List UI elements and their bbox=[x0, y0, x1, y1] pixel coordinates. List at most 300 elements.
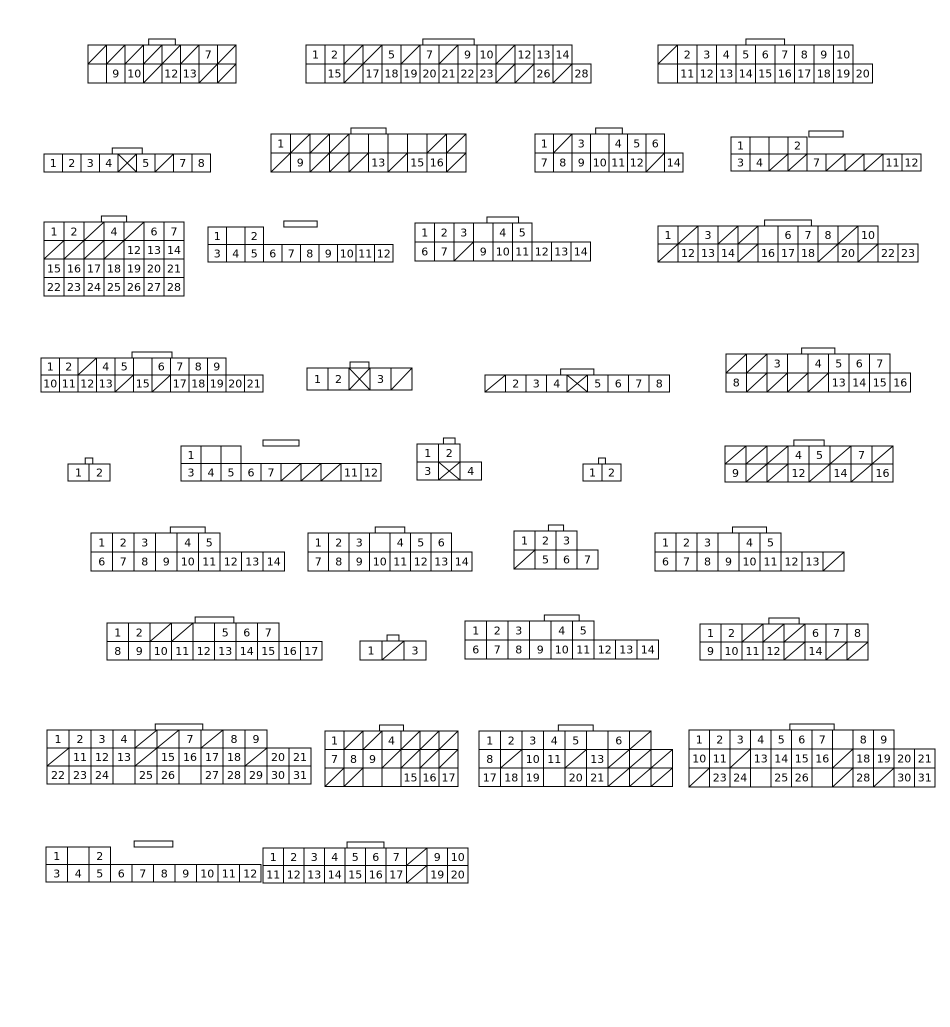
pin-number: 6 bbox=[761, 48, 769, 62]
pin-number: 15 bbox=[135, 377, 150, 391]
pin-cell bbox=[193, 623, 215, 642]
pin-number: 6 bbox=[472, 643, 480, 657]
connector-lock-tab bbox=[732, 527, 766, 533]
pin-number: 7 bbox=[635, 377, 643, 391]
pin-number: 21 bbox=[917, 752, 932, 766]
pin-number: 8 bbox=[559, 156, 567, 170]
pin-number: 13 bbox=[307, 868, 322, 882]
pin-cell bbox=[68, 847, 90, 865]
connector-lock-tab bbox=[423, 39, 474, 45]
pin-cell bbox=[833, 730, 854, 749]
pin-cell bbox=[179, 766, 201, 784]
pin-number: 20 bbox=[897, 752, 912, 766]
pin-number: 4 bbox=[814, 357, 822, 371]
pin-number: 5 bbox=[221, 626, 229, 640]
pin-number: 5 bbox=[518, 226, 526, 240]
pin-number: 18 bbox=[107, 262, 121, 276]
pin-number: 10 bbox=[742, 555, 757, 569]
pin-number: 5 bbox=[227, 466, 235, 480]
pin-number: 8 bbox=[854, 627, 861, 640]
pin-number: 3 bbox=[704, 536, 711, 550]
pin-number: 4 bbox=[550, 734, 558, 748]
connector-lock-tab bbox=[347, 842, 384, 848]
pin-number: 10 bbox=[525, 752, 540, 766]
pin-number: 2 bbox=[507, 734, 515, 748]
pin-number: 12 bbox=[95, 751, 109, 764]
pin-number: 16 bbox=[429, 156, 444, 170]
pin-number: 8 bbox=[655, 377, 663, 391]
pin-number: 14 bbox=[167, 243, 181, 257]
pin-number: 17 bbox=[797, 67, 812, 81]
pin-number: 11 bbox=[611, 156, 626, 170]
pin-number: 10 bbox=[372, 555, 387, 569]
pin-cell bbox=[370, 533, 391, 552]
pin-number: 6 bbox=[269, 247, 277, 261]
pin-number: 4 bbox=[184, 536, 192, 550]
pin-number: 6 bbox=[421, 245, 429, 259]
pin-cell bbox=[750, 137, 769, 154]
pin-number: 25 bbox=[107, 280, 121, 294]
connector-lock-tab bbox=[375, 527, 405, 533]
pin-number: 7 bbox=[264, 626, 272, 640]
pin-number: 7 bbox=[119, 555, 127, 569]
pin-number: 2 bbox=[440, 226, 448, 240]
pin-number: 17 bbox=[304, 644, 319, 658]
connector-r7-2 bbox=[360, 635, 426, 660]
pin-number: 7 bbox=[267, 466, 275, 480]
pin-number: 9 bbox=[162, 555, 170, 569]
pin-number: 7 bbox=[440, 245, 448, 259]
pin-number: 24 bbox=[87, 280, 101, 294]
pin-number: 13 bbox=[182, 67, 197, 81]
pin-number: 4 bbox=[746, 536, 753, 550]
connector-r3-2 bbox=[208, 221, 393, 262]
pin-number: 4 bbox=[757, 733, 765, 747]
pin-number: 9 bbox=[135, 644, 143, 658]
pin-number: 19 bbox=[430, 868, 445, 882]
pin-cell bbox=[349, 134, 369, 153]
pin-number: 26 bbox=[536, 67, 551, 81]
pin-cell bbox=[587, 731, 609, 750]
pin-number: 16 bbox=[368, 868, 383, 882]
pin-number: 9 bbox=[182, 867, 190, 881]
pin-number: 8 bbox=[704, 555, 711, 569]
pin-number: 5 bbox=[351, 850, 359, 864]
pin-number: 7 bbox=[833, 627, 840, 640]
pin-number: 26 bbox=[794, 771, 809, 785]
pin-number: 12 bbox=[784, 555, 799, 569]
pin-number: 4 bbox=[795, 449, 802, 462]
connector-lock-tab bbox=[544, 615, 579, 621]
connector-lock-tab bbox=[443, 438, 455, 444]
pin-number: 9 bbox=[577, 156, 585, 170]
pin-number: 10 bbox=[180, 555, 195, 569]
pin-number: 3 bbox=[704, 229, 712, 242]
pin-number: 13 bbox=[701, 247, 715, 260]
pin-number: 14 bbox=[666, 156, 681, 170]
pin-number: 19 bbox=[403, 67, 418, 81]
pin-number: 7 bbox=[781, 48, 789, 62]
connector-r6-4 bbox=[655, 527, 844, 571]
connector-lock-tab bbox=[769, 618, 799, 624]
connector-lock-tab bbox=[548, 525, 563, 531]
pin-cell bbox=[88, 64, 107, 83]
pin-number: 8 bbox=[824, 229, 832, 242]
pin-number: 1 bbox=[50, 225, 58, 239]
pin-number: 9 bbox=[479, 245, 487, 259]
pin-number: 13 bbox=[218, 644, 233, 658]
pin-number: 13 bbox=[371, 156, 386, 170]
pin-number: 10 bbox=[836, 48, 851, 62]
pin-number: 1 bbox=[662, 536, 669, 550]
pin-number: 14 bbox=[239, 644, 254, 658]
pin-cell bbox=[769, 137, 788, 154]
connector-r4-1 bbox=[41, 352, 263, 392]
pin-number: 19 bbox=[525, 771, 540, 785]
pin-number: 22 bbox=[51, 769, 65, 782]
pin-number: 3 bbox=[773, 357, 781, 371]
pin-number: 8 bbox=[486, 752, 494, 766]
pin-number: 4 bbox=[756, 156, 763, 170]
pin-number: 14 bbox=[573, 245, 588, 259]
pin-number: 11 bbox=[266, 868, 281, 882]
pin-number: 18 bbox=[227, 751, 241, 764]
pin-number: 13 bbox=[147, 243, 161, 257]
pin-number: 4 bbox=[120, 733, 128, 746]
pin-number: 5 bbox=[142, 157, 150, 170]
pin-number: 10 bbox=[339, 247, 354, 261]
pin-number: 22 bbox=[881, 247, 895, 260]
pin-number: 23 bbox=[479, 67, 494, 81]
pin-number: 13 bbox=[536, 48, 551, 62]
pin-number: 16 bbox=[422, 771, 437, 785]
pin-number: 10 bbox=[450, 850, 465, 864]
pin-number: 1 bbox=[75, 466, 82, 480]
pin-number: 12 bbox=[80, 377, 95, 391]
connector-r5-2 bbox=[181, 440, 381, 481]
pin-number: 7 bbox=[804, 229, 812, 242]
pin-number: 12 bbox=[243, 867, 258, 881]
pin-number: 3 bbox=[411, 644, 419, 658]
connector-lock-tab bbox=[195, 617, 234, 623]
pin-number: 12 bbox=[534, 245, 549, 259]
pin-cell bbox=[227, 227, 246, 245]
pin-number: 22 bbox=[460, 67, 475, 81]
pin-number: 18 bbox=[191, 377, 206, 391]
pin-number: 21 bbox=[441, 67, 456, 81]
pin-number: 7 bbox=[683, 555, 690, 569]
pin-number: 16 bbox=[893, 376, 908, 390]
pin-number: 13 bbox=[753, 752, 768, 766]
pin-cell bbox=[544, 768, 566, 787]
connector-r2-3 bbox=[535, 128, 683, 172]
pin-number: 5 bbox=[594, 377, 602, 391]
pin-number: 12 bbox=[904, 156, 919, 170]
pin-number: 3 bbox=[53, 867, 61, 881]
pin-cell bbox=[369, 134, 389, 153]
pin-number: 1 bbox=[53, 849, 61, 863]
pin-number: 31 bbox=[917, 771, 932, 785]
pin-number: 10 bbox=[724, 645, 739, 658]
pin-number: 15 bbox=[872, 376, 887, 390]
pin-number: 19 bbox=[127, 262, 141, 276]
pin-number: 3 bbox=[460, 226, 468, 240]
pin-number: 9 bbox=[725, 555, 732, 569]
connector-lock-tab bbox=[351, 128, 386, 134]
pin-number: 1 bbox=[589, 466, 596, 480]
connector-lock-tab bbox=[765, 220, 812, 226]
pin-number: 3 bbox=[577, 137, 585, 151]
pin-number: 4 bbox=[232, 247, 240, 261]
pin-number: 7 bbox=[392, 850, 400, 864]
pin-number: 12 bbox=[286, 868, 301, 882]
pin-number: 18 bbox=[856, 752, 871, 766]
pin-number: 20 bbox=[841, 247, 855, 260]
pin-number: 4 bbox=[102, 360, 110, 374]
pin-number: 21 bbox=[590, 771, 605, 785]
pin-number: 31 bbox=[293, 769, 307, 782]
pin-number: 21 bbox=[167, 262, 181, 276]
pin-number: 11 bbox=[763, 555, 778, 569]
pin-number: 14 bbox=[774, 752, 789, 766]
pin-number: 4 bbox=[105, 157, 113, 170]
connector-lock-tab bbox=[809, 131, 843, 137]
pin-number: 16 bbox=[875, 467, 890, 480]
pin-number: 12 bbox=[681, 247, 695, 260]
pin-number: 19 bbox=[876, 752, 891, 766]
pin-number: 8 bbox=[230, 733, 238, 746]
pin-number: 13 bbox=[554, 245, 569, 259]
connector-lock-tab bbox=[112, 148, 142, 154]
pin-number: 8 bbox=[350, 752, 357, 766]
pin-cell bbox=[758, 226, 778, 244]
pin-number: 11 bbox=[576, 643, 591, 657]
connector-r5-4 bbox=[583, 458, 621, 481]
pin-number: 5 bbox=[767, 536, 774, 550]
pin-number: 6 bbox=[855, 357, 863, 371]
pin-cell bbox=[591, 134, 610, 153]
connector-lock-tab bbox=[284, 221, 317, 227]
pin-number: 4 bbox=[558, 624, 566, 638]
pin-number: 16 bbox=[67, 262, 81, 276]
pin-number: 11 bbox=[547, 752, 562, 766]
pin-number: 20 bbox=[422, 67, 437, 81]
pin-number: 1 bbox=[695, 733, 703, 747]
connector-r6-3 bbox=[514, 525, 598, 569]
pin-number: 17 bbox=[87, 262, 101, 276]
pin-number: 2 bbox=[512, 377, 520, 391]
connector-r8-4 bbox=[689, 724, 935, 787]
pin-number: 25 bbox=[139, 769, 153, 782]
pin-number: 16 bbox=[282, 644, 297, 658]
connector-r3-1 bbox=[44, 216, 184, 296]
pin-number: 4 bbox=[110, 225, 118, 239]
pin-cell bbox=[812, 768, 833, 787]
pin-number: 2 bbox=[76, 733, 84, 746]
pin-number: 8 bbox=[859, 733, 867, 747]
pin-number: 2 bbox=[542, 534, 549, 548]
pin-number: 16 bbox=[777, 67, 792, 81]
pin-number: 11 bbox=[393, 555, 408, 569]
connector-r9-2 bbox=[263, 842, 468, 883]
pin-number: 10 bbox=[495, 245, 510, 259]
pin-number: 9 bbox=[433, 850, 441, 864]
pin-number: 21 bbox=[246, 377, 261, 391]
pin-number: 19 bbox=[209, 377, 224, 391]
pin-number: 4 bbox=[614, 137, 622, 151]
pin-number: 6 bbox=[662, 555, 669, 569]
connector-r2-4 bbox=[731, 131, 921, 171]
pin-number: 8 bbox=[335, 555, 343, 569]
pin-number: 2 bbox=[96, 466, 103, 480]
pin-number: 20 bbox=[271, 751, 285, 764]
pin-number: 11 bbox=[344, 466, 358, 480]
pin-number: 1 bbox=[46, 360, 54, 374]
pin-number: 19 bbox=[836, 67, 851, 81]
connector-lock-tab bbox=[558, 725, 593, 731]
pin-number: 24 bbox=[733, 771, 748, 785]
pin-number: 9 bbox=[296, 156, 304, 170]
pin-number: 16 bbox=[761, 247, 775, 260]
pin-number: 10 bbox=[153, 644, 168, 658]
pin-number: 17 bbox=[441, 771, 456, 785]
pin-number: 5 bbox=[96, 867, 104, 881]
connector-r1-3 bbox=[658, 39, 873, 83]
pin-number: 6 bbox=[651, 137, 659, 151]
connector-r6-1 bbox=[91, 527, 285, 571]
connector-r1-2 bbox=[306, 39, 591, 83]
pin-number: 7 bbox=[584, 553, 591, 567]
pin-number: 5 bbox=[542, 553, 549, 567]
pin-number: 5 bbox=[120, 360, 128, 374]
pin-number: 12 bbox=[766, 645, 781, 658]
pin-number: 12 bbox=[413, 555, 428, 569]
pin-number: 12 bbox=[196, 644, 211, 658]
pin-number: 18 bbox=[816, 67, 831, 81]
pin-number: 10 bbox=[43, 377, 58, 391]
pin-number: 6 bbox=[117, 867, 125, 881]
pin-number: 15 bbox=[403, 771, 418, 785]
pin-number: 1 bbox=[367, 644, 375, 658]
pin-number: 12 bbox=[699, 67, 714, 81]
pin-number: 29 bbox=[249, 769, 263, 782]
pin-number: 14 bbox=[852, 376, 867, 390]
pin-number: 3 bbox=[310, 850, 318, 864]
pin-number: 12 bbox=[223, 555, 238, 569]
pin-number: 15 bbox=[261, 644, 276, 658]
pin-number: 14 bbox=[555, 48, 570, 62]
pin-number: 13 bbox=[619, 643, 634, 657]
pin-number: 15 bbox=[758, 67, 773, 81]
pin-number: 6 bbox=[798, 733, 806, 747]
connector-r4-2 bbox=[307, 362, 412, 390]
pin-number: 11 bbox=[745, 645, 760, 658]
pin-number: 14 bbox=[327, 868, 342, 882]
pin-number: 9 bbox=[536, 643, 544, 657]
connector-lock-tab bbox=[794, 440, 824, 446]
pin-number: 6 bbox=[247, 466, 255, 480]
pin-number: 15 bbox=[161, 751, 175, 764]
pin-number: 2 bbox=[119, 536, 127, 550]
pin-number: 17 bbox=[365, 67, 380, 81]
pin-number: 13 bbox=[245, 555, 260, 569]
pin-number: 4 bbox=[467, 465, 475, 478]
pin-number: 14 bbox=[454, 555, 469, 569]
pin-number: 11 bbox=[358, 247, 373, 261]
pin-number: 23 bbox=[712, 771, 727, 785]
connector-lock-tab bbox=[802, 348, 835, 354]
pin-number: 1 bbox=[312, 48, 319, 62]
pin-number: 2 bbox=[68, 157, 76, 170]
connector-lock-tab bbox=[350, 362, 369, 368]
connector-r8-3 bbox=[479, 725, 673, 787]
pin-cell bbox=[658, 64, 678, 83]
pin-number: 2 bbox=[716, 733, 724, 747]
pin-number: 26 bbox=[127, 280, 141, 294]
connector-lock-tab bbox=[387, 635, 399, 641]
pin-number: 7 bbox=[818, 733, 826, 747]
pin-cell bbox=[306, 64, 325, 83]
pin-number: 20 bbox=[228, 377, 243, 391]
pin-number: 6 bbox=[563, 553, 570, 567]
pin-number: 17 bbox=[482, 771, 497, 785]
pin-number: 7 bbox=[139, 867, 147, 881]
pin-number: 6 bbox=[614, 377, 622, 391]
pin-number: 17 bbox=[205, 751, 219, 764]
pin-number: 7 bbox=[179, 157, 187, 170]
pin-number: 23 bbox=[67, 280, 81, 294]
pin-number: 1 bbox=[187, 448, 195, 462]
pin-number: 9 bbox=[355, 555, 363, 569]
pin-cell bbox=[156, 533, 178, 552]
pin-number: 2 bbox=[250, 229, 258, 243]
pin-cell bbox=[382, 768, 401, 787]
pin-number: 23 bbox=[901, 247, 915, 260]
pin-number: 15 bbox=[348, 868, 363, 882]
connector-r5-1 bbox=[68, 458, 110, 481]
pin-number: 13 bbox=[805, 555, 820, 569]
pin-number: 30 bbox=[271, 769, 285, 782]
pin-number: 1 bbox=[472, 624, 480, 638]
pin-number: 5 bbox=[835, 357, 843, 371]
pin-number: 2 bbox=[331, 48, 338, 62]
pin-number: 12 bbox=[364, 466, 378, 480]
connector-lock-tab bbox=[790, 724, 834, 730]
pin-number: 13 bbox=[98, 377, 113, 391]
pin-number: 18 bbox=[384, 67, 399, 81]
pin-number: 17 bbox=[781, 247, 795, 260]
pin-number: 6 bbox=[812, 627, 819, 640]
connector-lock-tab bbox=[487, 217, 519, 223]
pin-number: 10 bbox=[127, 67, 142, 81]
pin-number: 2 bbox=[70, 225, 78, 239]
connector-lock-tab bbox=[155, 724, 203, 730]
pin-number: 11 bbox=[73, 751, 87, 764]
pin-number: 9 bbox=[464, 48, 471, 62]
pin-number: 4 bbox=[722, 48, 730, 62]
pin-cell bbox=[201, 446, 221, 464]
pin-number: 7 bbox=[204, 48, 212, 62]
pin-cell bbox=[530, 621, 552, 640]
connector-r4-4 bbox=[726, 348, 911, 392]
pin-number: 11 bbox=[202, 555, 217, 569]
pin-number: 2 bbox=[135, 626, 143, 640]
pin-number: 11 bbox=[885, 156, 900, 170]
pin-number: 11 bbox=[221, 867, 236, 881]
pin-number: 7 bbox=[331, 752, 338, 766]
pin-number: 3 bbox=[377, 373, 384, 386]
pin-number: 4 bbox=[388, 734, 395, 748]
